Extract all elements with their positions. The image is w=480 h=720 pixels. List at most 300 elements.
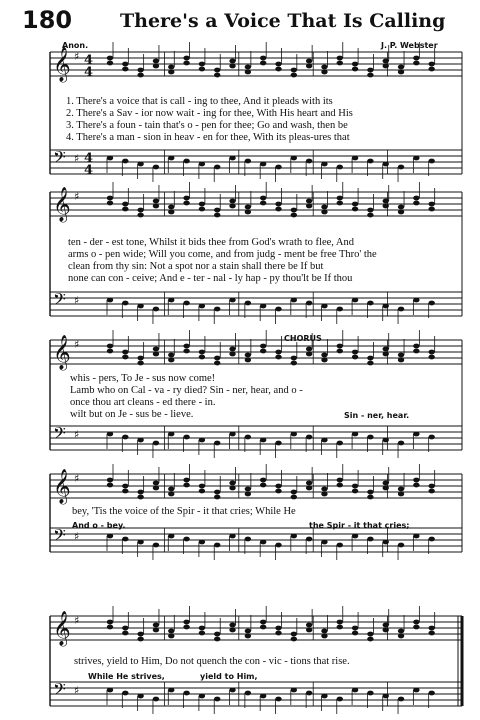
- note-head: [367, 537, 373, 542]
- note-head: [321, 629, 327, 634]
- note-head: [321, 304, 327, 309]
- note-head: [199, 438, 205, 443]
- note-head: [199, 631, 205, 636]
- note-head: [367, 361, 373, 366]
- note-head: [168, 298, 174, 303]
- note-head: [428, 207, 434, 212]
- note-head: [245, 435, 251, 440]
- note-head: [306, 59, 312, 64]
- note-head: [321, 70, 327, 75]
- note-head: [306, 537, 312, 542]
- note-head: [214, 361, 220, 366]
- note-head: [107, 298, 113, 303]
- note-head: [291, 637, 297, 642]
- note-head: [153, 543, 159, 548]
- note-head: [337, 543, 343, 548]
- note-head: [214, 208, 220, 213]
- note-head: [245, 537, 251, 542]
- note-head: [122, 489, 128, 494]
- sharp-sign: ♯: [74, 152, 80, 165]
- note-head: [398, 543, 404, 548]
- note-head: [153, 199, 159, 204]
- note-head: [122, 484, 128, 489]
- sharp-sign: ♯: [74, 338, 80, 351]
- note-head: [383, 59, 389, 64]
- note-head: [214, 495, 220, 500]
- note-head: [199, 355, 205, 360]
- note-head: [275, 165, 281, 170]
- note-head: [183, 56, 189, 61]
- note-head: [168, 205, 174, 210]
- note-head: [153, 165, 159, 170]
- note-head: [107, 61, 113, 66]
- note-head: [306, 691, 312, 696]
- bass-lyric: Sin - ner, hear.: [344, 411, 410, 420]
- note-head: [275, 543, 281, 548]
- treble-clef: 𝄞: [53, 611, 71, 646]
- note-head: [260, 162, 266, 167]
- lyric-line: 2. There's a Sav - ior now wait - ing for thee, With His heart and His: [66, 108, 353, 119]
- note-head: [352, 432, 358, 437]
- note-head: [229, 486, 235, 491]
- note-head: [291, 156, 297, 161]
- note-head: [199, 540, 205, 545]
- lyric-line: 4. There's a man - sion in heav - en for thee, With its pleas-ures that: [66, 132, 350, 143]
- note-head: [275, 207, 281, 212]
- note-head: [352, 156, 358, 161]
- note-head: [428, 626, 434, 631]
- note-head: [153, 59, 159, 64]
- note-head: [291, 298, 297, 303]
- note-head: [291, 356, 297, 361]
- time-signature: 4: [84, 151, 94, 166]
- lyric-line: 1. There's a voice that is call - ing to thee, And it pleads with its: [66, 96, 333, 107]
- note-head: [199, 489, 205, 494]
- note-head: [214, 356, 220, 361]
- note-head: [107, 156, 113, 161]
- bass-clef: 𝄢: [53, 289, 66, 313]
- note-head: [199, 202, 205, 207]
- note-head: [367, 435, 373, 440]
- note-head: [321, 210, 327, 215]
- note-head: [260, 344, 266, 349]
- hymn-number: 180: [22, 6, 73, 34]
- note-head: [398, 307, 404, 312]
- note-head: [428, 691, 434, 696]
- note-head: [122, 626, 128, 631]
- note-head: [214, 543, 220, 548]
- note-head: [275, 355, 281, 360]
- lyric-line: Lamb who on Cal - va - ry died? Sin - ner, hear, and o -: [70, 385, 303, 396]
- note-head: [413, 298, 419, 303]
- note-head: [367, 68, 373, 73]
- note-head: [107, 688, 113, 693]
- note-head: [383, 162, 389, 167]
- lyric-line: whis - pers, To Je - sus now come!: [70, 373, 216, 384]
- note-head: [199, 484, 205, 489]
- note-head: [260, 304, 266, 309]
- sharp-sign: ♯: [74, 684, 80, 697]
- note-head: [383, 304, 389, 309]
- note-head: [337, 483, 343, 488]
- sharp-sign: ♯: [74, 530, 80, 543]
- note-head: [183, 159, 189, 164]
- note-head: [306, 352, 312, 357]
- note-head: [245, 353, 251, 358]
- note-head: [183, 435, 189, 440]
- note-head: [137, 213, 143, 218]
- note-head: [168, 688, 174, 693]
- note-head: [199, 626, 205, 631]
- note-head: [428, 202, 434, 207]
- note-head: [260, 620, 266, 625]
- note-head: [214, 490, 220, 495]
- note-head: [214, 637, 220, 642]
- note-head: [168, 534, 174, 539]
- note-head: [428, 537, 434, 542]
- note-head: [122, 62, 128, 67]
- note-head: [352, 631, 358, 636]
- note-head: [398, 629, 404, 634]
- note-head: [275, 631, 281, 636]
- note-head: [122, 350, 128, 355]
- note-head: [229, 352, 235, 357]
- note-head: [122, 301, 128, 306]
- note-head: [229, 199, 235, 204]
- note-head: [214, 165, 220, 170]
- note-head: [260, 61, 266, 66]
- sharp-sign: ♯: [74, 428, 80, 441]
- note-head: [337, 307, 343, 312]
- note-head: [229, 204, 235, 209]
- note-head: [352, 626, 358, 631]
- note-head: [367, 73, 373, 78]
- note-head: [428, 631, 434, 636]
- note-head: [107, 483, 113, 488]
- note-head: [428, 159, 434, 164]
- note-head: [321, 540, 327, 545]
- note-head: [383, 486, 389, 491]
- note-head: [398, 634, 404, 639]
- lyric-line: bey, 'Tis the voice of the Spir - it that cries; While He: [72, 506, 296, 517]
- note-head: [153, 347, 159, 352]
- note-head: [352, 484, 358, 489]
- note-head: [413, 201, 419, 206]
- note-head: [367, 356, 373, 361]
- note-head: [183, 61, 189, 66]
- note-head: [245, 70, 251, 75]
- note-head: [183, 301, 189, 306]
- note-head: [122, 355, 128, 360]
- lyric-line: ten - der - est tone, Whilst it bids thee from God's wrath to flee, And: [68, 237, 355, 248]
- note-head: [367, 637, 373, 642]
- note-head: [321, 487, 327, 492]
- note-head: [168, 629, 174, 634]
- note-head: [229, 64, 235, 69]
- note-head: [383, 540, 389, 545]
- note-head: [245, 492, 251, 497]
- treble-clef: 𝄞: [53, 47, 71, 82]
- note-head: [352, 202, 358, 207]
- note-head: [168, 70, 174, 75]
- note-head: [229, 347, 235, 352]
- sharp-sign: ♯: [74, 472, 80, 485]
- note-head: [352, 534, 358, 539]
- note-head: [306, 623, 312, 628]
- note-head: [183, 478, 189, 483]
- note-head: [137, 637, 143, 642]
- note-head: [107, 620, 113, 625]
- note-head: [291, 495, 297, 500]
- note-head: [428, 435, 434, 440]
- bass-clef: 𝄢: [53, 423, 66, 447]
- note-head: [275, 62, 281, 67]
- note-head: [137, 495, 143, 500]
- note-head: [260, 438, 266, 443]
- note-head: [260, 56, 266, 61]
- note-head: [183, 349, 189, 354]
- note-head: [229, 298, 235, 303]
- note-head: [413, 534, 419, 539]
- note-head: [122, 435, 128, 440]
- bass-lyric: the Spir - it that cries;: [309, 521, 410, 530]
- note-head: [199, 304, 205, 309]
- note-head: [168, 358, 174, 363]
- note-head: [321, 634, 327, 639]
- note-head: [383, 623, 389, 628]
- note-head: [291, 490, 297, 495]
- note-head: [137, 540, 143, 545]
- note-head: [383, 694, 389, 699]
- note-head: [137, 438, 143, 443]
- note-head: [275, 626, 281, 631]
- note-head: [398, 65, 404, 70]
- note-head: [321, 65, 327, 70]
- note-head: [260, 540, 266, 545]
- note-head: [229, 688, 235, 693]
- note-head: [245, 65, 251, 70]
- sharp-sign: ♯: [74, 294, 80, 307]
- note-head: [122, 537, 128, 542]
- note-head: [291, 213, 297, 218]
- note-head: [122, 202, 128, 207]
- note-head: [398, 205, 404, 210]
- note-head: [183, 537, 189, 542]
- note-head: [398, 358, 404, 363]
- note-head: [383, 352, 389, 357]
- time-signature: 4: [84, 53, 94, 68]
- note-head: [275, 489, 281, 494]
- note-head: [260, 349, 266, 354]
- note-head: [137, 694, 143, 699]
- note-head: [306, 481, 312, 486]
- note-head: [398, 441, 404, 446]
- note-head: [352, 355, 358, 360]
- note-head: [137, 632, 143, 637]
- note-head: [291, 208, 297, 213]
- note-head: [428, 301, 434, 306]
- note-head: [352, 67, 358, 72]
- note-head: [168, 65, 174, 70]
- note-head: [107, 478, 113, 483]
- bass-lyric: While He strives,: [88, 672, 165, 681]
- lyric-line: clean from thy sin: Not a spot nor a stain shall there be If but: [68, 261, 324, 272]
- note-head: [183, 691, 189, 696]
- lyric-line: arms o - pen wide; Will you come, and from judg - ment be free Thro' the: [68, 249, 377, 260]
- note-head: [229, 59, 235, 64]
- note-head: [337, 625, 343, 630]
- note-head: [367, 691, 373, 696]
- note-head: [306, 199, 312, 204]
- lyric-line: none can con - ceive; And e - ter - nal - ly hap - py thou'lt be If thou: [68, 273, 353, 284]
- note-head: [199, 62, 205, 67]
- note-head: [306, 347, 312, 352]
- note-head: [428, 350, 434, 355]
- note-head: [398, 487, 404, 492]
- note-head: [199, 694, 205, 699]
- note-head: [183, 620, 189, 625]
- note-head: [291, 73, 297, 78]
- note-head: [107, 56, 113, 61]
- bass-clef: 𝄢: [53, 147, 66, 171]
- note-head: [383, 438, 389, 443]
- note-head: [398, 697, 404, 702]
- note-head: [367, 495, 373, 500]
- note-head: [337, 620, 343, 625]
- note-head: [214, 441, 220, 446]
- note-head: [260, 478, 266, 483]
- time-signature: 4: [84, 65, 94, 80]
- note-head: [107, 349, 113, 354]
- note-head: [337, 196, 343, 201]
- note-head: [367, 301, 373, 306]
- note-head: [245, 629, 251, 634]
- note-head: [413, 483, 419, 488]
- note-head: [413, 56, 419, 61]
- note-head: [306, 64, 312, 69]
- note-head: [214, 632, 220, 637]
- note-head: [383, 199, 389, 204]
- note-head: [107, 625, 113, 630]
- note-head: [153, 623, 159, 628]
- note-head: [321, 438, 327, 443]
- note-head: [337, 478, 343, 483]
- lyric-line: 3. There's a foun - tain that's o - pen for thee; Go and wash, then be: [66, 120, 348, 131]
- note-head: [367, 213, 373, 218]
- note-head: [398, 165, 404, 170]
- chorus-label: CHORUS: [284, 334, 322, 343]
- note-head: [137, 304, 143, 309]
- note-head: [367, 208, 373, 213]
- lyric-line: wilt but on Je - sus be - lieve.: [70, 409, 194, 420]
- note-head: [137, 208, 143, 213]
- note-head: [107, 344, 113, 349]
- note-head: [275, 67, 281, 72]
- note-head: [321, 205, 327, 210]
- note-head: [168, 487, 174, 492]
- note-head: [168, 210, 174, 215]
- note-head: [122, 691, 128, 696]
- treble-clef: 𝄞: [53, 187, 71, 222]
- note-head: [291, 361, 297, 366]
- note-head: [245, 205, 251, 210]
- note-head: [275, 697, 281, 702]
- words-credit: Anon.: [62, 41, 89, 50]
- note-head: [367, 632, 373, 637]
- note-head: [352, 489, 358, 494]
- note-head: [413, 432, 419, 437]
- note-head: [107, 196, 113, 201]
- note-head: [137, 68, 143, 73]
- note-head: [398, 353, 404, 358]
- treble-clef: 𝄞: [53, 335, 71, 370]
- treble-clef: 𝄞: [53, 469, 71, 504]
- bass-lyric: yield to Him,: [200, 672, 258, 681]
- note-head: [183, 483, 189, 488]
- sharp-sign: ♯: [74, 50, 80, 63]
- note-head: [413, 156, 419, 161]
- note-head: [199, 67, 205, 72]
- note-head: [306, 628, 312, 633]
- note-head: [168, 156, 174, 161]
- time-signature: 4: [84, 163, 94, 178]
- note-head: [413, 196, 419, 201]
- note-head: [214, 73, 220, 78]
- note-head: [137, 490, 143, 495]
- note-head: [352, 350, 358, 355]
- note-head: [245, 691, 251, 696]
- note-head: [428, 355, 434, 360]
- note-head: [107, 534, 113, 539]
- note-head: [306, 301, 312, 306]
- hymn-title: There's a Voice That Is Calling: [120, 10, 446, 32]
- note-head: [107, 432, 113, 437]
- note-head: [153, 307, 159, 312]
- note-head: [413, 478, 419, 483]
- note-head: [413, 620, 419, 625]
- note-head: [337, 441, 343, 446]
- note-head: [428, 489, 434, 494]
- note-head: [383, 64, 389, 69]
- note-head: [229, 628, 235, 633]
- note-head: [337, 344, 343, 349]
- note-head: [291, 432, 297, 437]
- note-head: [337, 349, 343, 354]
- note-head: [337, 56, 343, 61]
- note-head: [337, 165, 343, 170]
- note-head: [153, 481, 159, 486]
- note-head: [352, 688, 358, 693]
- note-head: [245, 634, 251, 639]
- note-head: [291, 688, 297, 693]
- note-head: [275, 202, 281, 207]
- note-head: [260, 201, 266, 206]
- lyric-line: strives, yield to Him, Do not quench the con - vic - tions that rise.: [74, 656, 350, 667]
- note-head: [291, 534, 297, 539]
- note-head: [398, 70, 404, 75]
- note-head: [137, 162, 143, 167]
- note-head: [183, 201, 189, 206]
- note-head: [137, 73, 143, 78]
- note-head: [275, 350, 281, 355]
- note-head: [199, 162, 205, 167]
- note-head: [229, 432, 235, 437]
- note-head: [183, 196, 189, 201]
- note-head: [168, 432, 174, 437]
- note-head: [306, 435, 312, 440]
- bass-clef: 𝄢: [53, 525, 66, 549]
- note-head: [413, 349, 419, 354]
